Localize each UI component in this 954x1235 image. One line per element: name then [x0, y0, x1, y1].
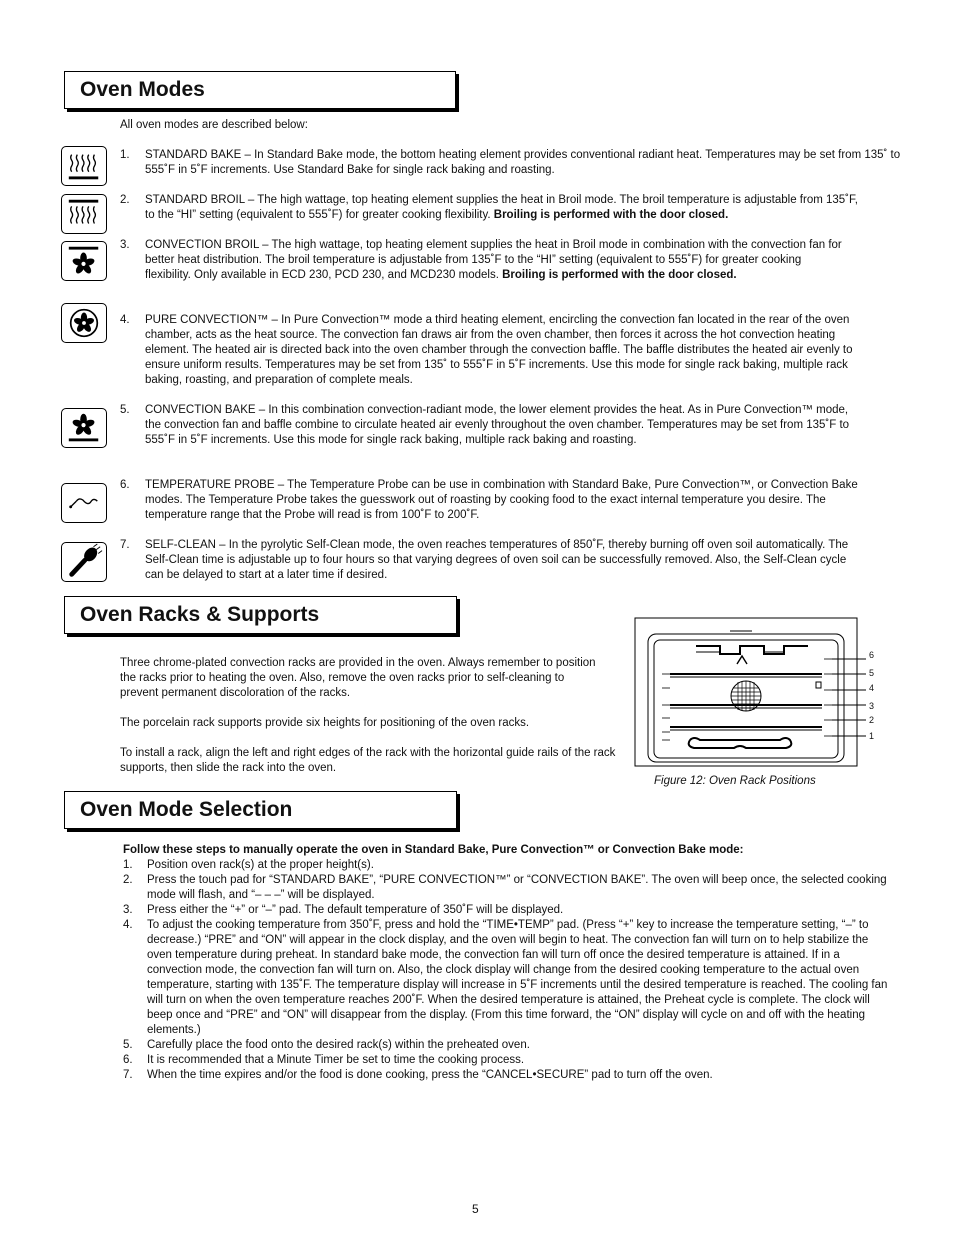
mode-text: STANDARD BROIL – The high wattage, top heating element supplies the heat in Broil mode. The broil temperature is adjustable from 135˚F, to the “HI” setting (equivalent to 555˚F) for greater cooking flexibility. — [145, 194, 858, 221]
mode-number: 3. — [120, 239, 130, 251]
step-number: 7. — [123, 1069, 133, 1081]
mode-description — [145, 148, 905, 178]
oven-rack-diagram — [630, 616, 886, 768]
figure-caption: Figure 12: Oven Rack Positions — [654, 775, 816, 787]
rack-position-6: 6 — [869, 650, 875, 660]
mode-description — [145, 478, 865, 523]
step-item — [120, 1038, 890, 1053]
mode-number: 2. — [120, 194, 130, 206]
mode-number: 4. — [120, 314, 130, 326]
mode-text: SELF-CLEAN – In the pyrolytic Self-Clean mode, the oven reaches temperatures of 850˚F, thereby burning off oven soil automatically. The Self-Clean time is adjustable up to four hours so that varying degrees of oven soil can be successfully removed. Also, the Self-Clean cycle can be delayed to start at a later time if desired. — [145, 539, 849, 581]
step-item — [120, 858, 890, 873]
mode-text: CONVECTION BAKE – In this combination convection-radiant mode, the lower element provides the heat. As in Pure Convection™ mode, the convection fan and baffle combine to circulate heated air evenly throughout the oven chamber. Temperatures may be set from 135˚F to 555˚F in 5˚F increments. Use this mode for single rack baking, multiple rack baking and roasting. — [145, 404, 850, 446]
mode-text: CONVECTION BROIL – The high wattage, top heating element supplies the heat in Broil mode in combination with the convection fan for better heat distribution. The broil temperature is adjustable from 135˚F to the “HI” setting (equivalent to 555˚F) for greater cooking flexibility. Only available in ECD 230, PCD 230, and MCD230 models. — [145, 239, 842, 281]
racks-paragraph-3: To install a rack, align the left and right edges of the rack with the horizontal guide rails of the rack supports, then slide the rack into the oven. — [120, 747, 616, 774]
page-number: 5 — [472, 1202, 479, 1216]
rack-position-4: 4 — [869, 683, 875, 693]
mode-text: STANDARD BAKE – In Standard Bake mode, the bottom heating element provides conventional radiant heat. Temperatures may be set from 135˚ to 555˚F in 5˚F increments. Use Standard Bake for single rack baking and roasting. — [145, 149, 901, 176]
self-clean-brush-icon — [61, 542, 107, 582]
convection-broil-icon — [61, 241, 107, 281]
step-number: 4. — [123, 919, 133, 931]
mode-number: 6. — [120, 479, 130, 491]
mode-bold-note: Broiling is performed with the door closed. — [502, 269, 737, 281]
racks-paragraph-2: The porcelain rack supports provide six heights for positioning of the oven racks. — [120, 717, 530, 729]
step-item — [120, 903, 890, 918]
oven-modes-heading: Oven Modes — [64, 71, 456, 109]
mode-text: PURE CONVECTION™ – In Pure Convection™ mode a third heating element, encircling the convection fan located in the rear of the oven chamber, acts as the heat source. The convection fan draws air from the oven chamber, then forces it across the hot convection heating element. The heated air is directed back into the oven chamber through the convection baffle. The baffle distributes the heated air evenly to ensure uniform results. Temperatures may be set from 135˚ to 555˚F in 5˚F increments. Use this mode for single rack baking, multiple rack baking, roasting, and preparation of complete meals. — [145, 314, 853, 386]
rack-position-3: 3 — [869, 701, 875, 711]
step-text: To adjust the cooking temperature from 350˚F, press and hold the “TIME•TEMP” pad. (Press “+” key to increase the temperature setting, “–” to decrease.) “PRE” and “ON” will appear in the clock display, and the oven will begin to heat. The convection fan will turn on to help stabilize the oven temperature during preheat. In standard bake mode, the convection fan will turn off once the desired temperature is attained. If in a convection mode, the convection fan will turn on. Also, the clock display will change from the desired cooking temperature to the actual oven temperature, starting with 135˚F. The temperature display will increase in 5˚F increments until the desired temperature is reached. The cooling fan will turn on when the oven temperature reaches 200˚F. When the desired temperature is attained, the Preheat cycle is complete. The clock will beep once and “PRE” and “ON” will disappear from the display. (From this time forward, the “ON” display will cycle on and off with the heating elements.) — [147, 919, 888, 1036]
step-text: It is recommended that a Minute Timer be set to time the cooking process. — [147, 1054, 525, 1066]
mode-number: 5. — [120, 404, 130, 416]
step-number: 6. — [123, 1054, 133, 1066]
mode-description — [145, 313, 865, 388]
step-number: 5. — [123, 1039, 133, 1051]
temperature-probe-icon — [61, 483, 107, 523]
mode-bold-note: Broiling is performed with the door closed. — [493, 209, 729, 221]
racks-paragraph-1: Three chrome-plated convection racks are provided in the oven. Always remember to position the racks prior to heating the oven. Also, remove the oven racks prior to self-cleaning to prevent permanent discoloration of the racks. — [120, 657, 596, 699]
mode-description — [145, 238, 845, 283]
step-text: Press the touch pad for “STANDARD BAKE”, “PURE CONVECTION™” or “CONVECTION BAKE”. The oven will beep once, the selected cooking mode will flash, and “– – –” will be displayed. — [147, 874, 887, 901]
step-text: Carefully place the food onto the desired rack(s) within the preheated oven. — [147, 1039, 530, 1051]
oven-mode-selection-heading: Oven Mode Selection — [64, 791, 457, 829]
oven-modes-intro: All oven modes are described below: — [120, 119, 308, 131]
pure-convection-icon — [61, 303, 107, 343]
mode-description — [145, 538, 865, 583]
mode-number: 1. — [120, 149, 130, 161]
mode-selection-steps — [120, 858, 890, 1083]
rack-position-2: 2 — [869, 715, 875, 725]
step-item — [120, 1053, 890, 1068]
step-item — [120, 918, 890, 1038]
step-number: 2. — [123, 874, 133, 886]
step-number: 1. — [123, 859, 133, 871]
mode-description — [145, 193, 865, 223]
mode-description — [145, 403, 865, 448]
step-item — [120, 1068, 890, 1083]
step-number: 3. — [123, 904, 133, 916]
step-item — [120, 873, 890, 903]
convection-bake-icon — [61, 408, 107, 448]
rack-position-5: 5 — [869, 668, 875, 678]
step-text: When the time expires and/or the food is done cooking, press the “CANCEL•SECURE” pad to turn off the oven. — [147, 1069, 713, 1081]
standard-bake-icon — [61, 146, 107, 186]
step-text: Position oven rack(s) at the proper height(s). — [147, 859, 374, 871]
oven-racks-heading: Oven Racks & Supports — [64, 596, 457, 634]
rack-position-1: 1 — [869, 731, 875, 741]
standard-broil-icon — [61, 194, 107, 234]
mode-selection-lead: Follow these steps to manually operate the oven in Standard Bake, Pure Convection™ or Convection Bake mode: — [123, 844, 744, 856]
mode-text: TEMPERATURE PROBE – The Temperature Probe can be use in combination with Standard Bake, Pure Convection™, or Convection Bake modes. The Temperature Probe takes the guesswork out of roasting by cooking food to the exact internal temperature you desire. The temperature range that the Probe will read is from 100˚F to 200˚F. — [145, 479, 858, 521]
step-text: Press either the “+” or “–” pad. The default temperature of 350˚F will be displayed. — [147, 904, 564, 916]
mode-number: 7. — [120, 539, 130, 551]
